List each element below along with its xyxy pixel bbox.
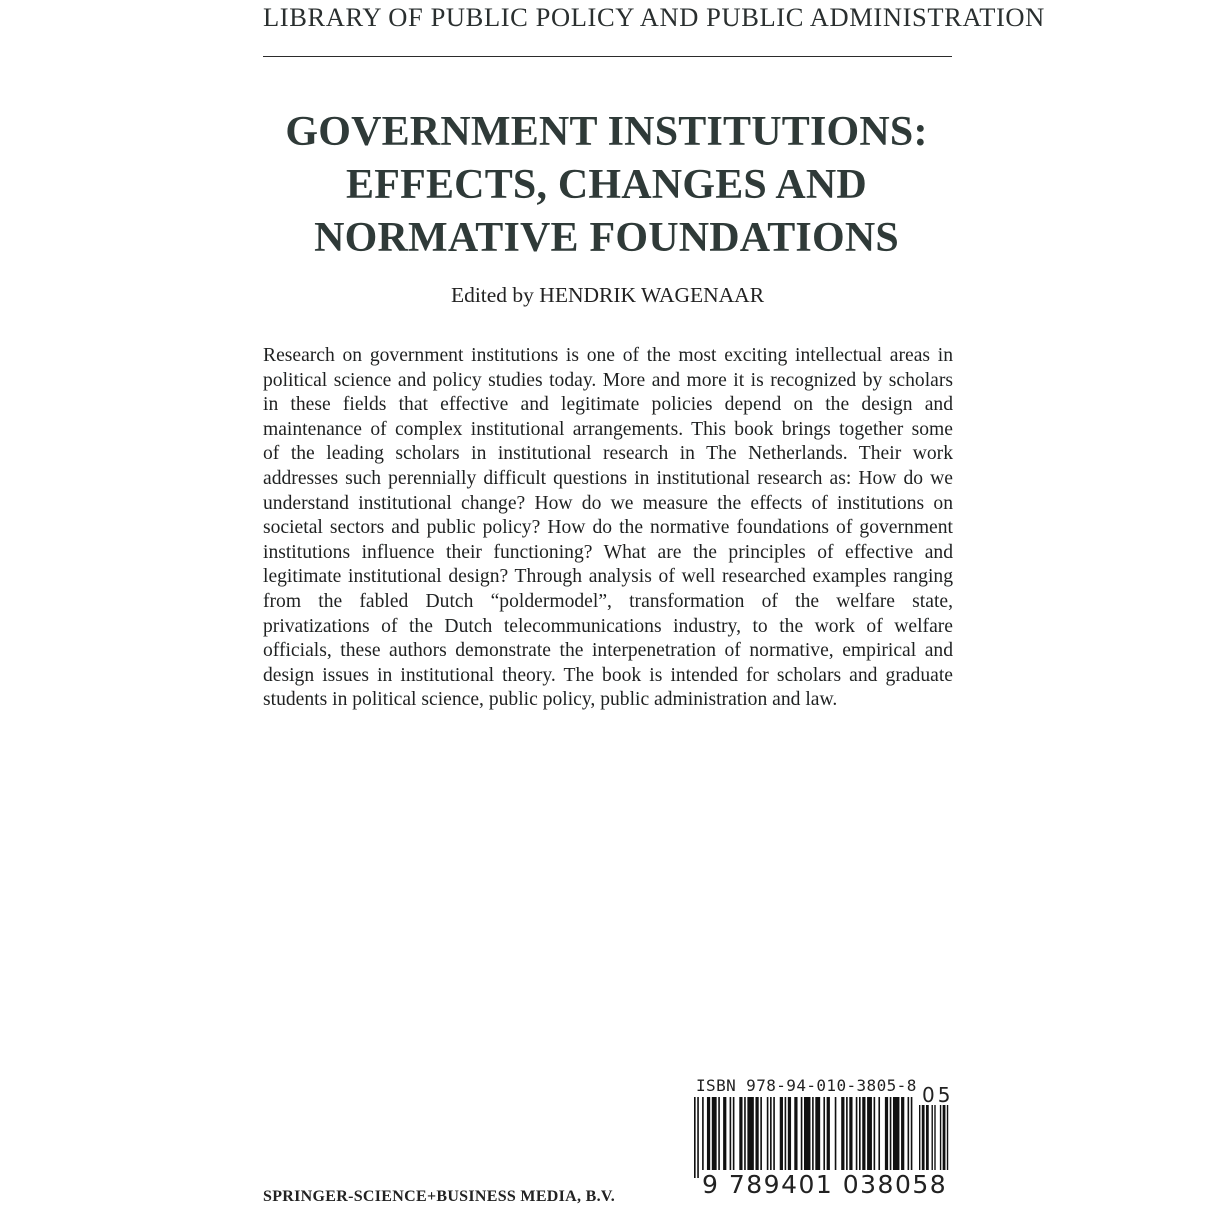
blurb-line: institutions influence their functioning? What are the principles of effective and bbox=[263, 541, 953, 563]
blurb-line: privatizations of the Dutch telecommunications industry, to the work of welfare bbox=[263, 615, 953, 637]
blurb-line: officials, these authors demonstrate the interpenetration of normative, empirical and bbox=[263, 640, 953, 662]
series-title: LIBRARY OF PUBLIC POLICY AND PUBLIC ADMINISTRATION bbox=[263, 2, 1045, 32]
blurb-line: Research on government institutions is one of the most exciting intellectual areas in bbox=[263, 345, 953, 366]
barcode-bar bbox=[702, 1097, 704, 1178]
barcode-bar bbox=[885, 1097, 888, 1178]
barcode-bar bbox=[911, 1097, 913, 1178]
header-rule bbox=[263, 56, 952, 57]
blurb-line: maintenance of complex institutional arrangements. This book brings together some bbox=[263, 418, 953, 440]
barcode-bar bbox=[878, 1097, 880, 1178]
book-title bbox=[200, 106, 1013, 265]
barcode-bar bbox=[794, 1097, 797, 1178]
blurb-line: understand institutional change? How do we measure the effects of institutions on bbox=[263, 492, 953, 514]
book-title-line: GOVERNMENT INSTITUTIONS: bbox=[285, 109, 928, 155]
barcode-bar bbox=[893, 1097, 899, 1178]
blurb-line: design issues in institutional theory. The book is intended for scholars and graduate bbox=[263, 664, 953, 686]
barcode-digits: 9 789401 038058 bbox=[702, 1170, 948, 1199]
barcode-bar bbox=[856, 1097, 858, 1178]
barcode-bar bbox=[744, 1097, 746, 1178]
publisher-name: SPRINGER-SCIENCE+BUSINESS MEDIA, B.V. bbox=[263, 1188, 616, 1205]
barcode-bar bbox=[739, 1097, 742, 1178]
barcode-bar bbox=[730, 1097, 732, 1178]
barcode-bar bbox=[770, 1097, 772, 1178]
barcode-bar bbox=[801, 1097, 803, 1178]
barcode-bar bbox=[718, 1097, 720, 1178]
blurb-line: of the leading scholars in institutional research in The Netherlands. Their work bbox=[263, 443, 953, 465]
barcode-addon-image bbox=[919, 1105, 951, 1176]
blurb-line: addresses such perennially difficult questions in institutional research as: How do we bbox=[263, 467, 953, 489]
barcode-bar bbox=[712, 1097, 717, 1178]
barcode-bar bbox=[697, 1097, 699, 1178]
editor-line: Edited by HENDRIK WAGENAAR bbox=[450, 283, 765, 307]
barcode-bar bbox=[943, 1105, 946, 1176]
barcode-bar bbox=[926, 1105, 929, 1176]
barcode-bar bbox=[874, 1097, 876, 1178]
barcode-bar bbox=[859, 1097, 861, 1178]
barcode-bar bbox=[932, 1105, 933, 1176]
book-title-line: EFFECTS, CHANGES AND bbox=[346, 162, 867, 208]
barcode-bar bbox=[934, 1105, 935, 1176]
barcode-bar bbox=[780, 1097, 783, 1178]
blurb-line: in these fields that effective and legitimate policies depend on the design and bbox=[263, 394, 953, 416]
barcode-bar bbox=[747, 1097, 753, 1178]
barcode-bar bbox=[827, 1097, 830, 1178]
book-title-line: NORMATIVE FOUNDATIONS bbox=[314, 215, 899, 261]
blurb-line: societal sectors and public policy? How do the normative foundations of government bbox=[263, 517, 953, 539]
blurb-line: political science and policy studies today. More and more it is recognized by scholars bbox=[263, 369, 953, 391]
barcode-bar bbox=[707, 1097, 710, 1178]
barcode-bar bbox=[767, 1097, 769, 1178]
barcode-bar bbox=[804, 1097, 810, 1178]
barcode-bar bbox=[849, 1097, 852, 1178]
barcode-bar bbox=[922, 1105, 925, 1176]
barcode-bar bbox=[862, 1097, 865, 1178]
barcode-bar bbox=[812, 1097, 814, 1178]
barcode-bar bbox=[755, 1097, 758, 1178]
barcode-bar bbox=[947, 1105, 948, 1176]
barcode-bar bbox=[908, 1097, 910, 1178]
barcode-bar bbox=[760, 1097, 762, 1178]
blurb-line: legitimate institutional design? Through analysis of well researched examples ranging bbox=[263, 566, 953, 588]
barcode-bar bbox=[835, 1097, 837, 1178]
barcode-image bbox=[694, 1097, 914, 1178]
barcode-bar bbox=[733, 1097, 735, 1178]
blurb-text bbox=[263, 344, 953, 713]
barcode-bar bbox=[773, 1097, 775, 1178]
barcode-addon-digits: 05 bbox=[922, 1083, 954, 1107]
barcode-bar bbox=[940, 1105, 941, 1176]
barcode-bar bbox=[867, 1097, 872, 1178]
barcode-bar bbox=[823, 1097, 825, 1178]
isbn-label: ISBN 978-94-010-3805-8 bbox=[696, 1076, 917, 1095]
barcode-bar bbox=[846, 1097, 848, 1178]
blurb-line: from the fabled Dutch “poldermodel”, transformation of the welfare state, bbox=[263, 590, 953, 612]
barcode-bar bbox=[841, 1097, 844, 1178]
barcode-bar bbox=[815, 1097, 820, 1178]
barcode-bar bbox=[788, 1097, 791, 1178]
barcode-bar bbox=[785, 1097, 787, 1178]
blurb-line: students in political science, public policy, public administration and law. bbox=[263, 689, 838, 711]
barcode-bar bbox=[694, 1097, 696, 1178]
barcode-bar bbox=[901, 1097, 904, 1178]
barcode-bar bbox=[723, 1097, 726, 1178]
barcode-bar bbox=[890, 1097, 892, 1178]
barcode-bar bbox=[919, 1105, 920, 1176]
